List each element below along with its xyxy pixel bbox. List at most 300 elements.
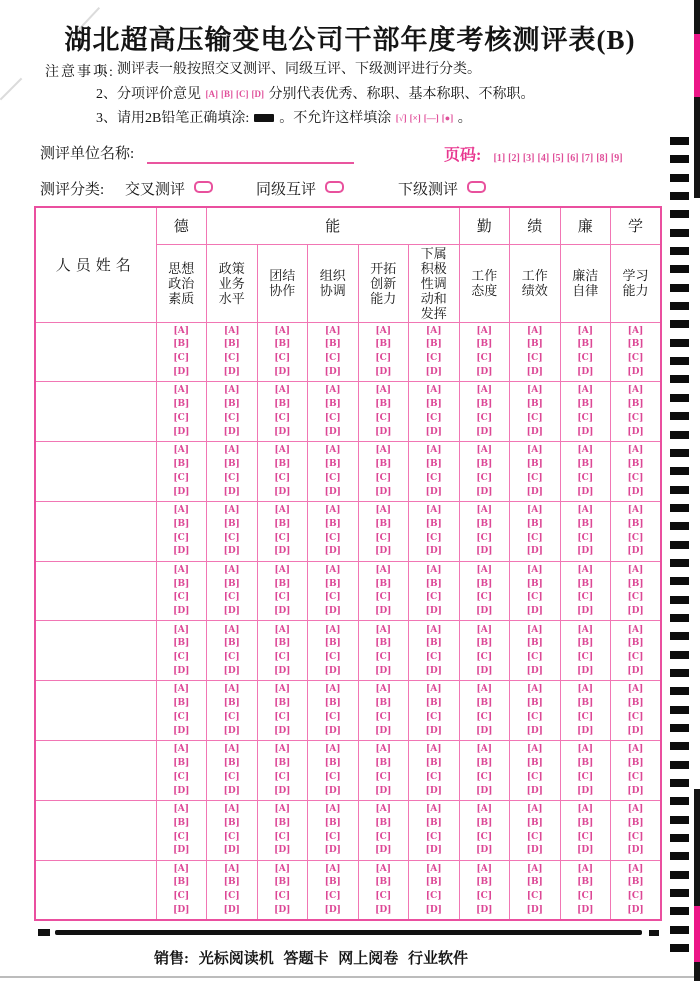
bubble-b[interactable]: [B] bbox=[526, 459, 543, 470]
bubble-b[interactable]: [B] bbox=[173, 817, 190, 828]
bubble-a[interactable]: [A] bbox=[274, 445, 290, 456]
bubble-a[interactable]: [A] bbox=[274, 624, 290, 635]
bubble-a[interactable]: [A] bbox=[325, 624, 341, 635]
bubble-a[interactable]: [A] bbox=[527, 804, 543, 815]
page-number-bubble[interactable]: [3] bbox=[522, 153, 535, 164]
bubble-d[interactable]: [D] bbox=[375, 546, 392, 557]
bubble-a[interactable]: [A] bbox=[325, 385, 341, 396]
bubble-a[interactable]: [A] bbox=[375, 325, 391, 336]
bubble-b[interactable]: [B] bbox=[577, 698, 594, 709]
bubble-c[interactable]: [C] bbox=[627, 771, 644, 782]
bubble-d[interactable]: [D] bbox=[627, 905, 644, 915]
bubble-b[interactable]: [B] bbox=[223, 339, 240, 350]
bubble-b[interactable]: [B] bbox=[425, 877, 442, 888]
bubble-d[interactable]: [D] bbox=[425, 785, 442, 796]
bubble-c[interactable]: [C] bbox=[173, 771, 190, 782]
bubble-d[interactable]: [D] bbox=[274, 905, 291, 915]
bubble-c[interactable]: [C] bbox=[274, 652, 291, 663]
bubble-d[interactable]: [D] bbox=[577, 845, 594, 856]
bubble-d[interactable]: [D] bbox=[324, 785, 341, 796]
bubble-b[interactable]: [B] bbox=[425, 817, 442, 828]
bubble-b[interactable]: [B] bbox=[274, 638, 291, 649]
bubble-a[interactable]: [A] bbox=[476, 445, 492, 456]
bubble-c[interactable]: [C] bbox=[476, 592, 493, 603]
bubble-b[interactable]: [B] bbox=[173, 339, 190, 350]
bubble-a[interactable]: [A] bbox=[325, 684, 341, 695]
bubble-b[interactable]: [B] bbox=[526, 758, 543, 769]
bubble-b[interactable]: [B] bbox=[274, 698, 291, 709]
bubble-a[interactable]: [A] bbox=[426, 564, 442, 575]
bubble-c[interactable]: [C] bbox=[375, 891, 392, 902]
bubble-b[interactable]: [B] bbox=[375, 698, 392, 709]
bubble-a[interactable]: [A] bbox=[577, 863, 593, 874]
bubble-d[interactable]: [D] bbox=[627, 546, 644, 557]
bubble-b[interactable]: [B] bbox=[627, 459, 644, 470]
bubble-b[interactable]: [B] bbox=[627, 518, 644, 529]
bubble-c[interactable]: [C] bbox=[324, 413, 341, 424]
bubble-d[interactable]: [D] bbox=[274, 725, 291, 736]
bubble-d[interactable]: [D] bbox=[324, 606, 341, 617]
bubble-d[interactable]: [D] bbox=[173, 486, 190, 497]
bubble-c[interactable]: [C] bbox=[375, 712, 392, 723]
bubble-b[interactable]: [B] bbox=[627, 758, 644, 769]
bubble-a[interactable]: [A] bbox=[527, 624, 543, 635]
bubble-d[interactable]: [D] bbox=[223, 845, 240, 856]
bubble-c[interactable]: [C] bbox=[425, 712, 442, 723]
bubble-a[interactable]: [A] bbox=[274, 863, 290, 874]
bubble-d[interactable]: [D] bbox=[476, 367, 493, 378]
bubble-d[interactable]: [D] bbox=[425, 845, 442, 856]
bubble-c[interactable]: [C] bbox=[526, 771, 543, 782]
bubble-a[interactable]: [A] bbox=[476, 505, 492, 516]
bubble-b[interactable]: [B] bbox=[223, 578, 240, 589]
bubble-d[interactable]: [D] bbox=[526, 426, 543, 437]
bubble-b[interactable]: [B] bbox=[526, 578, 543, 589]
bubble-b[interactable]: [B] bbox=[223, 698, 240, 709]
bubble-a[interactable]: [A] bbox=[627, 863, 644, 874]
bubble-a[interactable]: [A] bbox=[627, 684, 644, 695]
bubble-d[interactable]: [D] bbox=[476, 486, 493, 497]
bubble-d[interactable]: [D] bbox=[324, 905, 341, 915]
bubble-b[interactable]: [B] bbox=[526, 817, 543, 828]
bubble-a[interactable]: [A] bbox=[375, 744, 391, 755]
bubble-a[interactable]: [A] bbox=[224, 325, 240, 336]
bubble-d[interactable]: [D] bbox=[627, 845, 644, 856]
bubble-b[interactable]: [B] bbox=[425, 518, 442, 529]
bubble-d[interactable]: [D] bbox=[526, 606, 543, 617]
bubble-d[interactable]: [D] bbox=[526, 905, 543, 915]
bubble-a[interactable]: [A] bbox=[426, 325, 442, 336]
page-number-bubble[interactable]: [2] bbox=[508, 153, 520, 164]
bubble-b[interactable]: [B] bbox=[577, 638, 594, 649]
bubble-a[interactable]: [A] bbox=[426, 385, 442, 396]
bubble-a[interactable]: [A] bbox=[224, 564, 240, 575]
bubble-d[interactable]: [D] bbox=[627, 666, 644, 677]
bubble-b[interactable]: [B] bbox=[375, 578, 392, 589]
bubble-a[interactable]: [A] bbox=[527, 684, 543, 695]
bubble-a[interactable]: [A] bbox=[375, 684, 391, 695]
bubble-a[interactable]: [A] bbox=[173, 564, 189, 575]
page-number-bubble[interactable]: [7] bbox=[581, 153, 594, 164]
bubble-b[interactable]: [B] bbox=[627, 817, 644, 828]
bubble-c[interactable]: [C] bbox=[173, 712, 190, 723]
bubble-a[interactable]: [A] bbox=[173, 684, 189, 695]
bubble-c[interactable]: [C] bbox=[476, 712, 493, 723]
bubble-c[interactable]: [C] bbox=[627, 891, 644, 902]
bubble-a[interactable]: [A] bbox=[476, 325, 492, 336]
bubble-d[interactable]: [D] bbox=[627, 725, 644, 736]
bubble-b[interactable]: [B] bbox=[223, 817, 240, 828]
bubble-b[interactable]: [B] bbox=[223, 877, 240, 888]
bubble-c[interactable]: [C] bbox=[223, 353, 240, 364]
bubble-d[interactable]: [D] bbox=[476, 666, 493, 677]
bubble-b[interactable]: [B] bbox=[324, 698, 341, 709]
bubble-c[interactable]: [C] bbox=[324, 353, 341, 364]
bubble-b[interactable]: [B] bbox=[476, 817, 493, 828]
bubble-d[interactable]: [D] bbox=[324, 367, 341, 378]
bubble-d[interactable]: [D] bbox=[375, 606, 392, 617]
bubble-c[interactable]: [C] bbox=[476, 771, 493, 782]
bubble-c[interactable]: [C] bbox=[425, 652, 442, 663]
bubble-b[interactable]: [B] bbox=[425, 638, 442, 649]
bubble-d[interactable]: [D] bbox=[375, 426, 392, 437]
bubble-c[interactable]: [C] bbox=[274, 413, 291, 424]
bubble-b[interactable]: [B] bbox=[577, 399, 594, 410]
bubble-c[interactable]: [C] bbox=[526, 592, 543, 603]
bubble-c[interactable]: [C] bbox=[577, 472, 594, 483]
bubble-b[interactable]: [B] bbox=[223, 758, 240, 769]
bubble-b[interactable]: [B] bbox=[173, 877, 190, 888]
bubble-c[interactable]: [C] bbox=[577, 652, 594, 663]
bubble-d[interactable]: [D] bbox=[577, 785, 594, 796]
bubble-c[interactable]: [C] bbox=[526, 353, 543, 364]
bubble-b[interactable]: [B] bbox=[476, 399, 493, 410]
bubble-d[interactable]: [D] bbox=[173, 905, 190, 915]
bubble-d[interactable]: [D] bbox=[577, 725, 594, 736]
bubble-b[interactable]: [B] bbox=[173, 758, 190, 769]
bubble-c[interactable]: [C] bbox=[425, 771, 442, 782]
bubble-c[interactable]: [C] bbox=[274, 592, 291, 603]
bubble-c[interactable]: [C] bbox=[425, 353, 442, 364]
bubble-c[interactable]: [C] bbox=[425, 592, 442, 603]
bubble-b[interactable]: [B] bbox=[274, 578, 291, 589]
bubble-a[interactable]: [A] bbox=[375, 564, 391, 575]
bubble-d[interactable]: [D] bbox=[375, 785, 392, 796]
bubble-a[interactable]: [A] bbox=[627, 804, 644, 815]
bubble-d[interactable]: [D] bbox=[526, 367, 543, 378]
bubble-a[interactable]: [A] bbox=[426, 684, 442, 695]
bubble-b[interactable]: [B] bbox=[223, 518, 240, 529]
name-entry-cell[interactable] bbox=[35, 382, 156, 442]
bubble-b[interactable]: [B] bbox=[526, 638, 543, 649]
bubble-a[interactable]: [A] bbox=[274, 385, 290, 396]
bubble-b[interactable]: [B] bbox=[324, 578, 341, 589]
bubble-a[interactable]: [A] bbox=[173, 505, 189, 516]
bubble-a[interactable]: [A] bbox=[527, 445, 543, 456]
bubble-a[interactable]: [A] bbox=[426, 624, 442, 635]
bubble-c[interactable]: [C] bbox=[375, 532, 392, 543]
bubble-c[interactable]: [C] bbox=[627, 413, 644, 424]
bubble-c[interactable]: [C] bbox=[526, 891, 543, 902]
bubble-c[interactable]: [C] bbox=[223, 771, 240, 782]
bubble-c[interactable]: [C] bbox=[577, 353, 594, 364]
bubble-c[interactable]: [C] bbox=[173, 652, 190, 663]
bubble-c[interactable]: [C] bbox=[375, 771, 392, 782]
bubble-c[interactable]: [C] bbox=[627, 652, 644, 663]
bubble-c[interactable]: [C] bbox=[173, 413, 190, 424]
bubble-c[interactable]: [C] bbox=[223, 831, 240, 842]
bubble-a[interactable]: [A] bbox=[627, 624, 644, 635]
bubble-b[interactable]: [B] bbox=[627, 698, 644, 709]
bubble-d[interactable]: [D] bbox=[476, 725, 493, 736]
bubble-a[interactable]: [A] bbox=[325, 804, 341, 815]
name-entry-cell[interactable] bbox=[35, 322, 156, 382]
bubble-c[interactable]: [C] bbox=[173, 532, 190, 543]
bubble-a[interactable]: [A] bbox=[325, 564, 341, 575]
bubble-c[interactable]: [C] bbox=[324, 472, 341, 483]
bubble-c[interactable]: [C] bbox=[577, 592, 594, 603]
bubble-c[interactable]: [C] bbox=[173, 353, 190, 364]
bubble-a[interactable]: [A] bbox=[224, 684, 240, 695]
bubble-c[interactable]: [C] bbox=[223, 712, 240, 723]
bubble-d[interactable]: [D] bbox=[274, 606, 291, 617]
bubble-a[interactable]: [A] bbox=[274, 325, 290, 336]
bubble-d[interactable]: [D] bbox=[425, 426, 442, 437]
bubble-a[interactable]: [A] bbox=[375, 385, 391, 396]
bubble-d[interactable]: [D] bbox=[577, 426, 594, 437]
bubble-a[interactable]: [A] bbox=[577, 505, 593, 516]
bubble-b[interactable]: [B] bbox=[577, 459, 594, 470]
bubble-d[interactable]: [D] bbox=[375, 905, 392, 915]
bubble-b[interactable]: [B] bbox=[324, 459, 341, 470]
bubble-c[interactable]: [C] bbox=[526, 413, 543, 424]
bubble-d[interactable]: [D] bbox=[223, 725, 240, 736]
name-entry-cell[interactable] bbox=[35, 442, 156, 502]
bubble-c[interactable]: [C] bbox=[274, 891, 291, 902]
bubble-a[interactable]: [A] bbox=[426, 744, 442, 755]
bubble-b[interactable]: [B] bbox=[223, 459, 240, 470]
bubble-d[interactable]: [D] bbox=[223, 666, 240, 677]
bubble-a[interactable]: [A] bbox=[375, 624, 391, 635]
bubble-c[interactable]: [C] bbox=[627, 831, 644, 842]
bubble-b[interactable]: [B] bbox=[526, 339, 543, 350]
bubble-a[interactable]: [A] bbox=[274, 804, 290, 815]
bubble-c[interactable]: [C] bbox=[324, 891, 341, 902]
bubble-c[interactable]: [C] bbox=[476, 652, 493, 663]
bubble-d[interactable]: [D] bbox=[577, 486, 594, 497]
bubble-b[interactable]: [B] bbox=[425, 399, 442, 410]
bubble-d[interactable]: [D] bbox=[577, 367, 594, 378]
bubble-b[interactable]: [B] bbox=[476, 638, 493, 649]
bubble-a[interactable]: [A] bbox=[375, 445, 391, 456]
bubble-d[interactable]: [D] bbox=[627, 426, 644, 437]
bubble-c[interactable]: [C] bbox=[274, 472, 291, 483]
bubble-c[interactable]: [C] bbox=[577, 712, 594, 723]
classification-checkbox[interactable] bbox=[467, 181, 486, 193]
bubble-a[interactable]: [A] bbox=[274, 684, 290, 695]
bubble-b[interactable]: [B] bbox=[577, 518, 594, 529]
name-entry-cell[interactable] bbox=[35, 860, 156, 920]
bubble-d[interactable]: [D] bbox=[425, 725, 442, 736]
bubble-c[interactable]: [C] bbox=[324, 652, 341, 663]
bubble-a[interactable]: [A] bbox=[527, 385, 543, 396]
bubble-d[interactable]: [D] bbox=[324, 426, 341, 437]
bubble-a[interactable]: [A] bbox=[274, 564, 290, 575]
bubble-a[interactable]: [A] bbox=[577, 744, 593, 755]
bubble-d[interactable]: [D] bbox=[274, 785, 291, 796]
bubble-d[interactable]: [D] bbox=[425, 666, 442, 677]
bubble-d[interactable]: [D] bbox=[375, 845, 392, 856]
bubble-a[interactable]: [A] bbox=[173, 744, 189, 755]
bubble-b[interactable]: [B] bbox=[526, 399, 543, 410]
bubble-d[interactable]: [D] bbox=[526, 725, 543, 736]
bubble-d[interactable]: [D] bbox=[173, 546, 190, 557]
bubble-c[interactable]: [C] bbox=[627, 592, 644, 603]
bubble-d[interactable]: [D] bbox=[627, 606, 644, 617]
bubble-b[interactable]: [B] bbox=[173, 578, 190, 589]
bubble-b[interactable]: [B] bbox=[425, 339, 442, 350]
bubble-d[interactable]: [D] bbox=[425, 905, 442, 915]
bubble-d[interactable]: [D] bbox=[274, 426, 291, 437]
page-number-bubble[interactable]: [1] bbox=[493, 153, 506, 164]
bubble-c[interactable]: [C] bbox=[223, 652, 240, 663]
bubble-c[interactable]: [C] bbox=[476, 472, 493, 483]
bubble-b[interactable]: [B] bbox=[425, 698, 442, 709]
bubble-b[interactable]: [B] bbox=[324, 638, 341, 649]
bubble-b[interactable]: [B] bbox=[223, 399, 240, 410]
bubble-b[interactable]: [B] bbox=[274, 339, 291, 350]
bubble-d[interactable]: [D] bbox=[274, 845, 291, 856]
bubble-a[interactable]: [A] bbox=[173, 804, 189, 815]
bubble-d[interactable]: [D] bbox=[526, 845, 543, 856]
bubble-a[interactable]: [A] bbox=[325, 445, 341, 456]
bubble-b[interactable]: [B] bbox=[526, 518, 543, 529]
bubble-d[interactable]: [D] bbox=[526, 666, 543, 677]
bubble-a[interactable]: [A] bbox=[627, 385, 644, 396]
bubble-b[interactable]: [B] bbox=[476, 459, 493, 470]
bubble-a[interactable]: [A] bbox=[224, 624, 240, 635]
bubble-b[interactable]: [B] bbox=[476, 518, 493, 529]
page-number-bubble[interactable]: [4] bbox=[537, 153, 550, 164]
bubble-a[interactable]: [A] bbox=[476, 624, 492, 635]
bubble-d[interactable]: [D] bbox=[476, 785, 493, 796]
bubble-d[interactable]: [D] bbox=[627, 785, 644, 796]
bubble-b[interactable]: [B] bbox=[274, 518, 291, 529]
bubble-b[interactable]: [B] bbox=[173, 459, 190, 470]
bubble-a[interactable]: [A] bbox=[577, 325, 593, 336]
bubble-c[interactable]: [C] bbox=[223, 413, 240, 424]
bubble-d[interactable]: [D] bbox=[173, 367, 190, 378]
bubble-b[interactable]: [B] bbox=[577, 817, 594, 828]
bubble-d[interactable]: [D] bbox=[476, 546, 493, 557]
bubble-a[interactable]: [A] bbox=[224, 863, 240, 874]
bubble-b[interactable]: [B] bbox=[324, 339, 341, 350]
bubble-a[interactable]: [A] bbox=[577, 804, 593, 815]
bubble-a[interactable]: [A] bbox=[375, 863, 391, 874]
bubble-a[interactable]: [A] bbox=[577, 684, 593, 695]
bubble-a[interactable]: [A] bbox=[476, 863, 492, 874]
bubble-b[interactable]: [B] bbox=[627, 877, 644, 888]
bubble-c[interactable]: [C] bbox=[375, 472, 392, 483]
bubble-a[interactable]: [A] bbox=[426, 863, 442, 874]
bubble-b[interactable]: [B] bbox=[375, 459, 392, 470]
bubble-c[interactable]: [C] bbox=[173, 891, 190, 902]
bubble-a[interactable]: [A] bbox=[527, 744, 543, 755]
bubble-b[interactable]: [B] bbox=[324, 758, 341, 769]
bubble-c[interactable]: [C] bbox=[577, 771, 594, 782]
bubble-d[interactable]: [D] bbox=[324, 486, 341, 497]
name-entry-cell[interactable] bbox=[35, 800, 156, 860]
bubble-b[interactable]: [B] bbox=[173, 638, 190, 649]
bubble-d[interactable]: [D] bbox=[173, 606, 190, 617]
bubble-a[interactable]: [A] bbox=[224, 505, 240, 516]
bubble-c[interactable]: [C] bbox=[375, 592, 392, 603]
bubble-c[interactable]: [C] bbox=[425, 891, 442, 902]
bubble-b[interactable]: [B] bbox=[375, 638, 392, 649]
bubble-a[interactable]: [A] bbox=[627, 445, 644, 456]
bubble-a[interactable]: [A] bbox=[325, 863, 341, 874]
bubble-b[interactable]: [B] bbox=[375, 339, 392, 350]
bubble-c[interactable]: [C] bbox=[425, 831, 442, 842]
bubble-c[interactable]: [C] bbox=[274, 771, 291, 782]
bubble-d[interactable]: [D] bbox=[627, 486, 644, 497]
bubble-c[interactable]: [C] bbox=[274, 712, 291, 723]
bubble-b[interactable]: [B] bbox=[627, 339, 644, 350]
name-entry-cell[interactable] bbox=[35, 741, 156, 801]
bubble-d[interactable]: [D] bbox=[324, 845, 341, 856]
bubble-b[interactable]: [B] bbox=[173, 518, 190, 529]
bubble-d[interactable]: [D] bbox=[274, 367, 291, 378]
bubble-a[interactable]: [A] bbox=[173, 863, 189, 874]
bubble-c[interactable]: [C] bbox=[577, 413, 594, 424]
bubble-b[interactable]: [B] bbox=[375, 877, 392, 888]
bubble-b[interactable]: [B] bbox=[577, 758, 594, 769]
bubble-d[interactable]: [D] bbox=[375, 367, 392, 378]
bubble-a[interactable]: [A] bbox=[375, 804, 391, 815]
bubble-c[interactable]: [C] bbox=[173, 592, 190, 603]
bubble-a[interactable]: [A] bbox=[224, 744, 240, 755]
bubble-d[interactable]: [D] bbox=[627, 367, 644, 378]
bubble-b[interactable]: [B] bbox=[425, 459, 442, 470]
bubble-d[interactable]: [D] bbox=[476, 606, 493, 617]
bubble-c[interactable]: [C] bbox=[577, 891, 594, 902]
page-number-bubble[interactable]: [9] bbox=[610, 153, 623, 164]
bubble-d[interactable]: [D] bbox=[324, 666, 341, 677]
bubble-d[interactable]: [D] bbox=[223, 486, 240, 497]
bubble-a[interactable]: [A] bbox=[173, 445, 189, 456]
bubble-c[interactable]: [C] bbox=[375, 353, 392, 364]
unit-name-field[interactable] bbox=[147, 145, 354, 164]
bubble-b[interactable]: [B] bbox=[274, 399, 291, 410]
bubble-a[interactable]: [A] bbox=[577, 564, 593, 575]
name-entry-cell[interactable] bbox=[35, 621, 156, 681]
bubble-b[interactable]: [B] bbox=[526, 698, 543, 709]
bubble-a[interactable]: [A] bbox=[426, 445, 442, 456]
bubble-a[interactable]: [A] bbox=[426, 804, 442, 815]
bubble-c[interactable]: [C] bbox=[375, 831, 392, 842]
bubble-a[interactable]: [A] bbox=[173, 325, 189, 336]
bubble-a[interactable]: [A] bbox=[173, 624, 189, 635]
bubble-c[interactable]: [C] bbox=[274, 532, 291, 543]
bubble-c[interactable]: [C] bbox=[627, 472, 644, 483]
bubble-c[interactable]: [C] bbox=[577, 532, 594, 543]
bubble-c[interactable]: [C] bbox=[223, 592, 240, 603]
bubble-c[interactable]: [C] bbox=[324, 712, 341, 723]
bubble-d[interactable]: [D] bbox=[375, 486, 392, 497]
bubble-c[interactable]: [C] bbox=[223, 891, 240, 902]
bubble-d[interactable]: [D] bbox=[173, 725, 190, 736]
bubble-b[interactable]: [B] bbox=[476, 339, 493, 350]
